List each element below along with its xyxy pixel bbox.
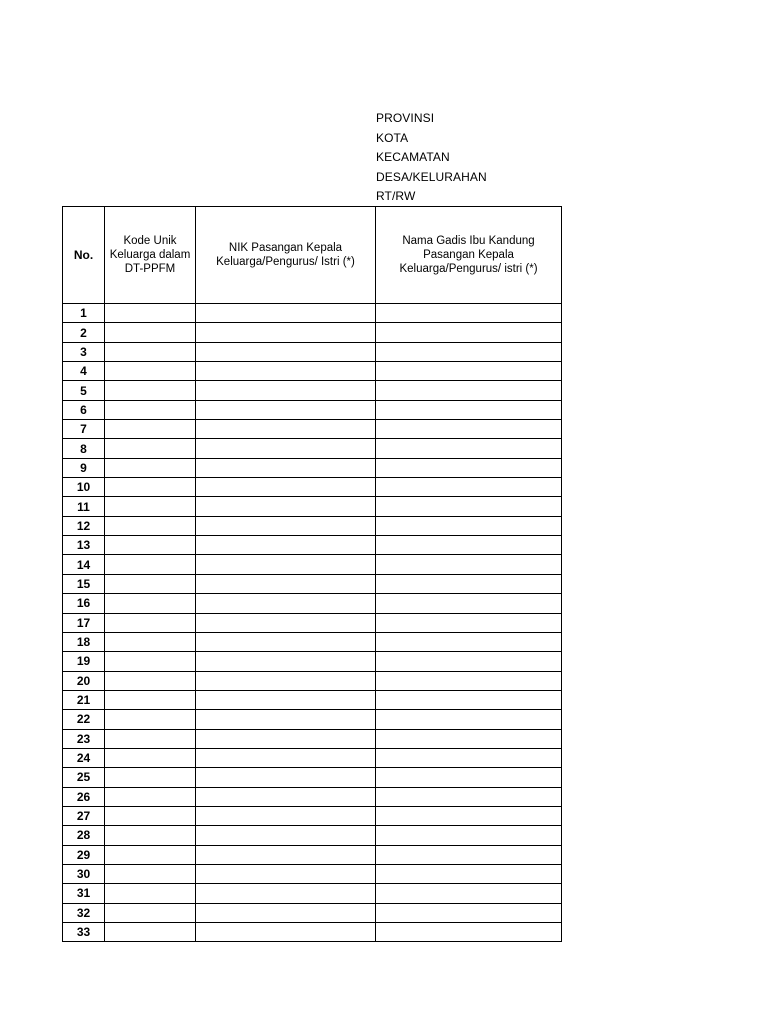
- table-row: [63, 400, 562, 419]
- kode-unik-cell[interactable]: [105, 362, 196, 381]
- row-number: 20: [63, 671, 105, 690]
- nik-cell[interactable]: [196, 342, 376, 361]
- table-row: [63, 903, 562, 922]
- table-row: [63, 768, 562, 787]
- kode-unik-cell[interactable]: [105, 536, 196, 555]
- row-number: 18: [63, 632, 105, 651]
- table-row: [63, 923, 562, 942]
- nama-gadis-cell[interactable]: [376, 458, 562, 477]
- nik-cell[interactable]: [196, 574, 376, 593]
- row-number: 31: [63, 884, 105, 903]
- table-row: [63, 826, 562, 845]
- row-number: 26: [63, 787, 105, 806]
- kode-unik-cell[interactable]: [105, 304, 196, 323]
- nik-cell[interactable]: [196, 845, 376, 864]
- column-header-no: No.: [63, 207, 105, 304]
- table-row: [63, 458, 562, 477]
- nama-gadis-cell[interactable]: [376, 768, 562, 787]
- kode-unik-cell[interactable]: [105, 555, 196, 574]
- table-row: [63, 884, 562, 903]
- nik-cell[interactable]: [196, 613, 376, 632]
- nama-gadis-cell[interactable]: [376, 729, 562, 748]
- row-number: 17: [63, 613, 105, 632]
- nama-gadis-cell[interactable]: [376, 400, 562, 419]
- table-header-row: [63, 207, 562, 304]
- kode-unik-cell[interactable]: [105, 613, 196, 632]
- kode-unik-cell[interactable]: [105, 690, 196, 709]
- kode-unik-cell[interactable]: [105, 458, 196, 477]
- nama-gadis-cell[interactable]: [376, 439, 562, 458]
- kode-unik-cell[interactable]: [105, 923, 196, 942]
- table-body: [63, 304, 562, 942]
- nama-gadis-cell[interactable]: [376, 884, 562, 903]
- row-number: 12: [63, 516, 105, 535]
- nik-cell[interactable]: [196, 555, 376, 574]
- header-kecamatan: KECAMATAN: [376, 150, 450, 165]
- row-number: 30: [63, 864, 105, 883]
- row-number: 6: [63, 400, 105, 419]
- row-number: 13: [63, 536, 105, 555]
- nik-cell[interactable]: [196, 768, 376, 787]
- nama-gadis-cell[interactable]: [376, 381, 562, 400]
- column-header-nama-gadis: Nama Gadis Ibu Kandung Pasangan Kepala Keluarga/Pengurus/ istri (*): [376, 207, 562, 304]
- nik-cell[interactable]: [196, 903, 376, 922]
- table-row: [63, 323, 562, 342]
- nik-cell[interactable]: [196, 420, 376, 439]
- nama-gadis-cell[interactable]: [376, 536, 562, 555]
- row-number: 2: [63, 323, 105, 342]
- kode-unik-cell[interactable]: [105, 342, 196, 361]
- nama-gadis-cell[interactable]: [376, 845, 562, 864]
- nik-cell[interactable]: [196, 806, 376, 825]
- row-number: 32: [63, 903, 105, 922]
- nama-gadis-cell[interactable]: [376, 864, 562, 883]
- kode-unik-cell[interactable]: [105, 497, 196, 516]
- table-row: [63, 632, 562, 651]
- nik-cell[interactable]: [196, 884, 376, 903]
- row-number: 8: [63, 439, 105, 458]
- kode-unik-cell[interactable]: [105, 574, 196, 593]
- kode-unik-cell[interactable]: [105, 594, 196, 613]
- kode-unik-cell[interactable]: [105, 768, 196, 787]
- row-number: 3: [63, 342, 105, 361]
- nik-cell[interactable]: [196, 478, 376, 497]
- nama-gadis-cell[interactable]: [376, 787, 562, 806]
- table-row: [63, 536, 562, 555]
- row-number: 24: [63, 748, 105, 767]
- table-row: [63, 555, 562, 574]
- header-kota: KOTA: [376, 130, 409, 145]
- table-row: [63, 710, 562, 729]
- table-row: [63, 342, 562, 361]
- kode-unik-cell[interactable]: [105, 400, 196, 419]
- table-row: [63, 690, 562, 709]
- nik-cell[interactable]: [196, 710, 376, 729]
- table-row: [63, 652, 562, 671]
- kode-unik-cell[interactable]: [105, 478, 196, 497]
- row-number: 14: [63, 555, 105, 574]
- nik-cell[interactable]: [196, 671, 376, 690]
- nik-cell[interactable]: [196, 864, 376, 883]
- kode-unik-cell[interactable]: [105, 845, 196, 864]
- nama-gadis-cell[interactable]: [376, 342, 562, 361]
- kode-unik-cell[interactable]: [105, 710, 196, 729]
- nik-cell[interactable]: [196, 826, 376, 845]
- column-header-nik: NIK Pasangan Kepala Keluarga/Pengurus/ Istri (*): [196, 207, 376, 304]
- kode-unik-cell[interactable]: [105, 884, 196, 903]
- nik-cell[interactable]: [196, 400, 376, 419]
- nama-gadis-cell[interactable]: [376, 748, 562, 767]
- nik-cell[interactable]: [196, 323, 376, 342]
- table-row: [63, 594, 562, 613]
- table-row: [63, 748, 562, 767]
- kode-unik-cell[interactable]: [105, 323, 196, 342]
- kode-unik-cell[interactable]: [105, 671, 196, 690]
- row-number: 19: [63, 652, 105, 671]
- row-number: 25: [63, 768, 105, 787]
- nama-gadis-cell[interactable]: [376, 555, 562, 574]
- nama-gadis-cell[interactable]: [376, 323, 562, 342]
- nama-gadis-cell[interactable]: [376, 304, 562, 323]
- nama-gadis-cell[interactable]: [376, 826, 562, 845]
- header-desa-kelurahan: DESA/KELURAHAN: [376, 169, 487, 184]
- row-number: 28: [63, 826, 105, 845]
- kode-unik-cell[interactable]: [105, 748, 196, 767]
- table-row: [63, 516, 562, 535]
- nik-cell[interactable]: [196, 381, 376, 400]
- nama-gadis-cell[interactable]: [376, 574, 562, 593]
- nama-gadis-cell[interactable]: [376, 516, 562, 535]
- row-number: 10: [63, 478, 105, 497]
- table-row: [63, 845, 562, 864]
- table-row: [63, 439, 562, 458]
- nik-cell[interactable]: [196, 748, 376, 767]
- nama-gadis-cell[interactable]: [376, 632, 562, 651]
- kode-unik-cell[interactable]: [105, 632, 196, 651]
- region-header: [376, 109, 487, 207]
- kode-unik-cell[interactable]: [105, 787, 196, 806]
- table-row: [63, 381, 562, 400]
- header-rt-rw: RT/RW: [376, 189, 416, 204]
- kode-unik-cell[interactable]: [105, 903, 196, 922]
- nik-cell[interactable]: [196, 536, 376, 555]
- nama-gadis-cell[interactable]: [376, 652, 562, 671]
- nik-cell[interactable]: [196, 729, 376, 748]
- nik-cell[interactable]: [196, 787, 376, 806]
- row-number: 22: [63, 710, 105, 729]
- row-number: 9: [63, 458, 105, 477]
- kode-unik-cell[interactable]: [105, 729, 196, 748]
- nik-cell[interactable]: [196, 304, 376, 323]
- column-header-kode-unik: Kode Unik Keluarga dalam DT-PPFM: [105, 207, 196, 304]
- table-row: [63, 304, 562, 323]
- kode-unik-cell[interactable]: [105, 864, 196, 883]
- kode-unik-cell[interactable]: [105, 381, 196, 400]
- row-number: 5: [63, 381, 105, 400]
- row-number: 27: [63, 806, 105, 825]
- nik-cell[interactable]: [196, 652, 376, 671]
- table-row: [63, 806, 562, 825]
- table-row: [63, 864, 562, 883]
- data-entry-table: [62, 206, 562, 942]
- table-row: [63, 613, 562, 632]
- table-row: [63, 362, 562, 381]
- nik-cell[interactable]: [196, 632, 376, 651]
- nama-gadis-cell[interactable]: [376, 613, 562, 632]
- row-number: 11: [63, 497, 105, 516]
- kode-unik-cell[interactable]: [105, 806, 196, 825]
- nik-cell[interactable]: [196, 439, 376, 458]
- nik-cell[interactable]: [196, 458, 376, 477]
- row-number: 4: [63, 362, 105, 381]
- row-number: 33: [63, 923, 105, 942]
- table-row: [63, 729, 562, 748]
- nama-gadis-cell[interactable]: [376, 478, 562, 497]
- row-number: 21: [63, 690, 105, 709]
- row-number: 1: [63, 304, 105, 323]
- nik-cell[interactable]: [196, 362, 376, 381]
- row-number: 16: [63, 594, 105, 613]
- nik-cell[interactable]: [196, 923, 376, 942]
- nama-gadis-cell[interactable]: [376, 710, 562, 729]
- nama-gadis-cell[interactable]: [376, 671, 562, 690]
- nama-gadis-cell[interactable]: [376, 497, 562, 516]
- nama-gadis-cell[interactable]: [376, 594, 562, 613]
- kode-unik-cell[interactable]: [105, 652, 196, 671]
- nik-cell[interactable]: [196, 516, 376, 535]
- table-row: [63, 420, 562, 439]
- table-row: [63, 574, 562, 593]
- nik-cell[interactable]: [196, 594, 376, 613]
- nama-gadis-cell[interactable]: [376, 806, 562, 825]
- nama-gadis-cell[interactable]: [376, 903, 562, 922]
- row-number: 7: [63, 420, 105, 439]
- row-number: 29: [63, 845, 105, 864]
- table-row: [63, 787, 562, 806]
- nama-gadis-cell[interactable]: [376, 362, 562, 381]
- table-row: [63, 478, 562, 497]
- header-provinsi: PROVINSI: [376, 111, 435, 125]
- kode-unik-cell[interactable]: [105, 439, 196, 458]
- row-number: 15: [63, 574, 105, 593]
- table-row: [63, 671, 562, 690]
- table-row: [63, 497, 562, 516]
- nik-cell[interactable]: [196, 497, 376, 516]
- nama-gadis-cell[interactable]: [376, 923, 562, 942]
- nama-gadis-cell[interactable]: [376, 420, 562, 439]
- row-number: 23: [63, 729, 105, 748]
- kode-unik-cell[interactable]: [105, 420, 196, 439]
- nik-cell[interactable]: [196, 690, 376, 709]
- kode-unik-cell[interactable]: [105, 516, 196, 535]
- kode-unik-cell[interactable]: [105, 826, 196, 845]
- nama-gadis-cell[interactable]: [376, 690, 562, 709]
